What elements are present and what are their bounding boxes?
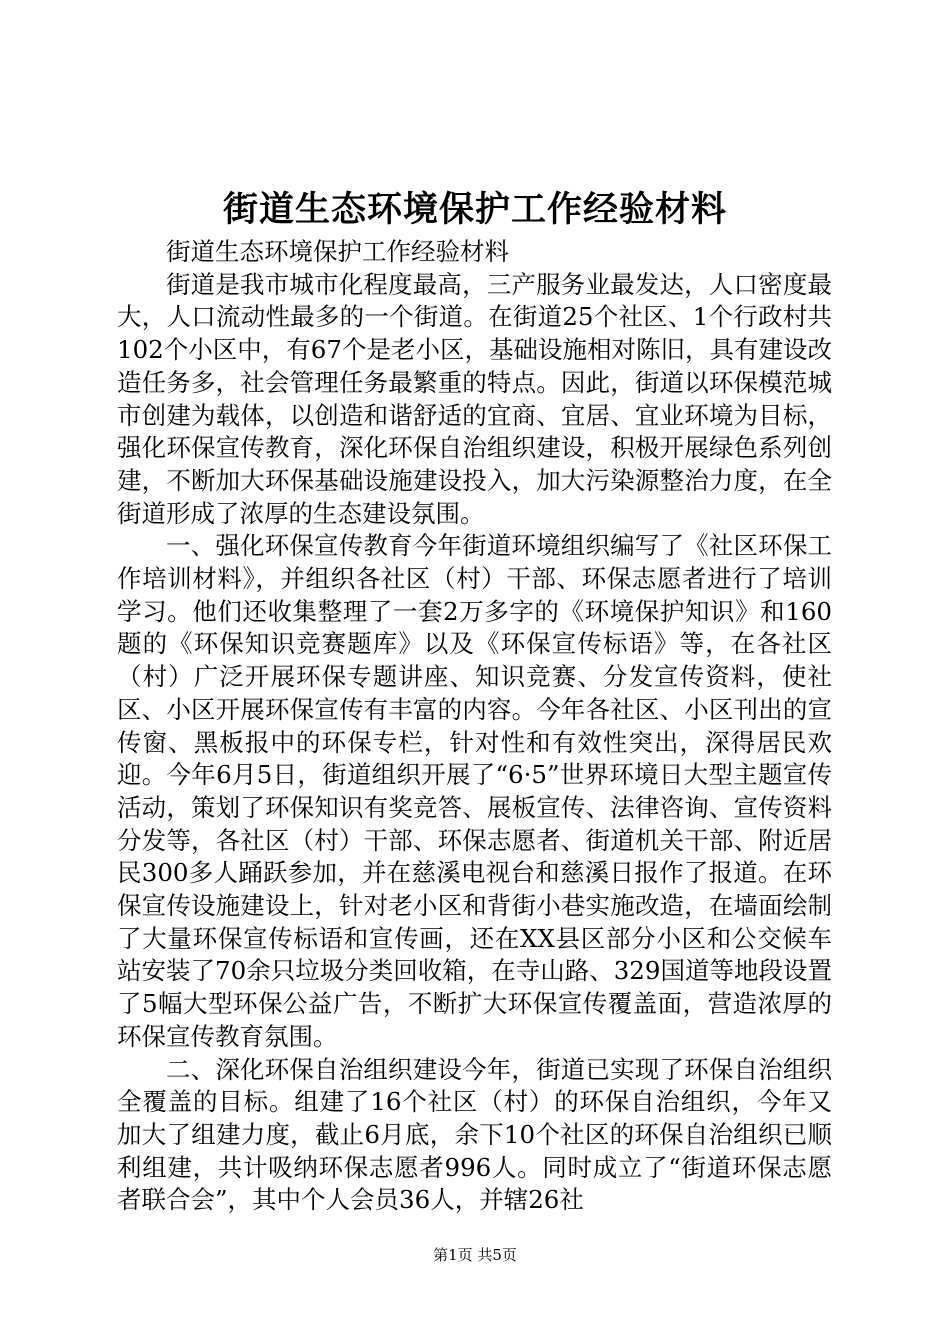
body-paragraph-heading: 街道生态环境保护工作经验材料: [166, 237, 509, 266]
document-body: [117, 236, 832, 1217]
document-title: 街道生态环境保护工作经验材料: [222, 189, 727, 230]
page-number-footer: 第1页 共5页: [433, 1246, 517, 1264]
body-paragraph-section-1: 一、强化环保宣传教育今年街道环境组织编写了《社区环保工作培训材料》，并组织各社区（村）干部、环保志愿者进行了培训学习。他们还收集整理了一套2万多字的《环境保护知识》和160题的《环保知识竞赛题库》以及《环保宣传标语》等，在各社区（村）广泛开展环保专题讲座、知识竞赛、分发宣传资料，使社区、小区开展环保宣传有丰富的内容。今年各社区、小区刊出的宣传窗、黑板报中的环保专栏，针对性和有效性突出，深得居民欢迎。今年6月5日，街道组织开展了“6·5”世界环境日大型主题宣传活动，策划了环保知识有奖竞答、展板宣传、法律咨询、宣传资料分发等，各社区（村）干部、环保志愿者、街道机关干部、附近居民300多人踊跃参加，并在慈溪电视台和慈溪日报作了报道。在环保宣传设施建设上，针对老小区和背街小巷实施改造，在墙面绘制了大量环保宣传标语和宣传画，还在XX县区部分小区和公交候车站安装了70余只垃圾分类回收箱，在寺山路、329国道等地段设置了5幅大型环保公益广告，不断扩大环保宣传覆盖面，营造浓厚的环保宣传教育氛围。: [117, 531, 832, 1051]
body-paragraph-intro: 街道是我市城市化程度最高，三产服务业最发达，人口密度最大，人口流动性最多的一个街道。在街道25个社区、1个行政村共102个小区中，有67个是老小区，基础设施相对陈旧，具有建设改造任务多，社会管理任务最繁重的特点。因此，街道以环保模范城市创建为载体，以创造和谐舒适的宜商、宜居、宜业环境为目标，强化环保宣传教育，深化环保自治组织建设，积极开展绿色系列创建，不断加大环保基础设施建设投入，加大污染源整治力度，在全街道形成了浓厚的生态建设氛围。: [117, 269, 832, 528]
body-paragraph-section-2: 二、深化环保自治组织建设今年，街道已实现了环保自治组织全覆盖的目标。组建了16个社区（村）的环保自治组织，今年又加大了组建力度，截止6月底，余下10个社区的环保自治组织已顺利组建，共计吸纳环保志愿者996人。同时成立了“街道环保志愿者联合会”，其中个人会员36人，并辖26社: [117, 1054, 832, 1215]
